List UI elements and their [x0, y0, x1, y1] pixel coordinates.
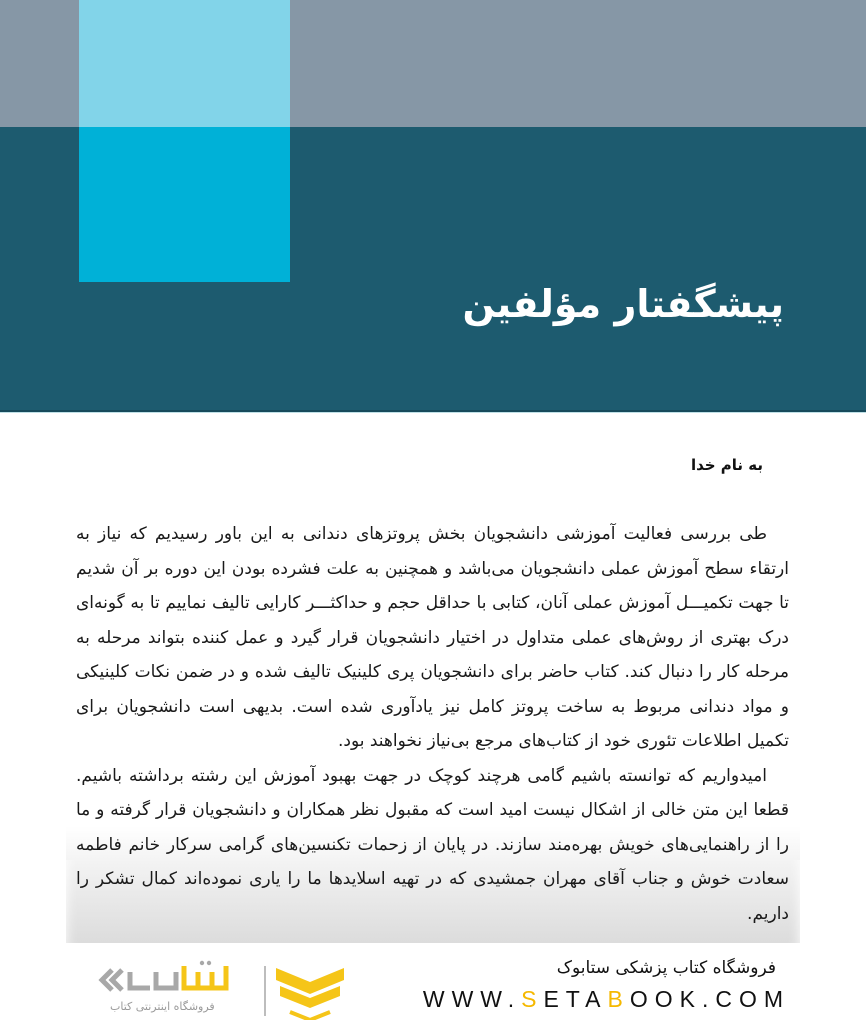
body-text: [76, 517, 789, 931]
accent-block: [79, 127, 290, 282]
logo-tagline: فروشگاه اینترنتی کتاب: [110, 1000, 215, 1013]
store-name: فروشگاه کتاب پزشکی ستابوک: [556, 958, 776, 978]
logo-divider: [264, 966, 266, 1016]
website-highlight: S: [521, 986, 544, 1012]
salutation: به نام خدا: [690, 456, 763, 474]
website-highlight: B: [607, 986, 630, 1012]
page-title: پیشگفتار مؤلفین: [462, 282, 784, 326]
website-part: WWW.: [422, 986, 522, 1012]
paragraph: طی بررسی فعالیت آموزشی دانشجویان بخش پروتزهای دندانی به این باور رسیدیم که نیاز به ارتقاء سطح آموزش عملی دانشجویان می‌باشد و همچنین به علت فشرده بودن این دوره بر آن شدیم تا جهت تکمیـــل آموزش عملی آنان، کتابی با حداقل حجم و حداکثـــر کارایی تالیف نماییم تا به گونه‌ای درک بهتری از روش‌های عملی متداول در اختیار دانشجویان قرار گیرد و عمل کننده بتواند مرحله به مرحله کار را دنبال کند. کتاب حاضر برای دانشجویان پری کلینیک تالیف شده و در ضمن نکات کلینیکی و مواد دندانی مربوط به ساخت پروتز کامل نیز یادآوری شده است. بدیهی است دانشجویان برای تکمیل اطلاعات تئوری خود از کتاب‌های مرجع بی‌نیاز نخواهند بود.: [76, 524, 789, 751]
paragraph: امیدواریم که توانسته باشیم گامی هرچند کوچک در جهت بهبود آموزش این رشته برداشته باشیم. قطعا این متن خالی از اشکال نیست امید است که مقبول نظر همکاران و دانشجویان قرار گرفته و ما را از راهنمایی‌های خویش بهره‌مند سازند. در پایان از زحمات تکنسین‌های گرامی سرکار خانم فاطمه سعادت خوش و جناب آقای مهران جمشیدی که در تهیه اسلایدها ما را یاری نموده‌اند کمال تشکر را داریم.: [76, 765, 789, 924]
website-part: ETA: [543, 986, 608, 1012]
accent-block-light: [79, 0, 290, 127]
website-link[interactable]: [423, 986, 790, 1013]
website-part: OOK.COM: [629, 986, 790, 1012]
